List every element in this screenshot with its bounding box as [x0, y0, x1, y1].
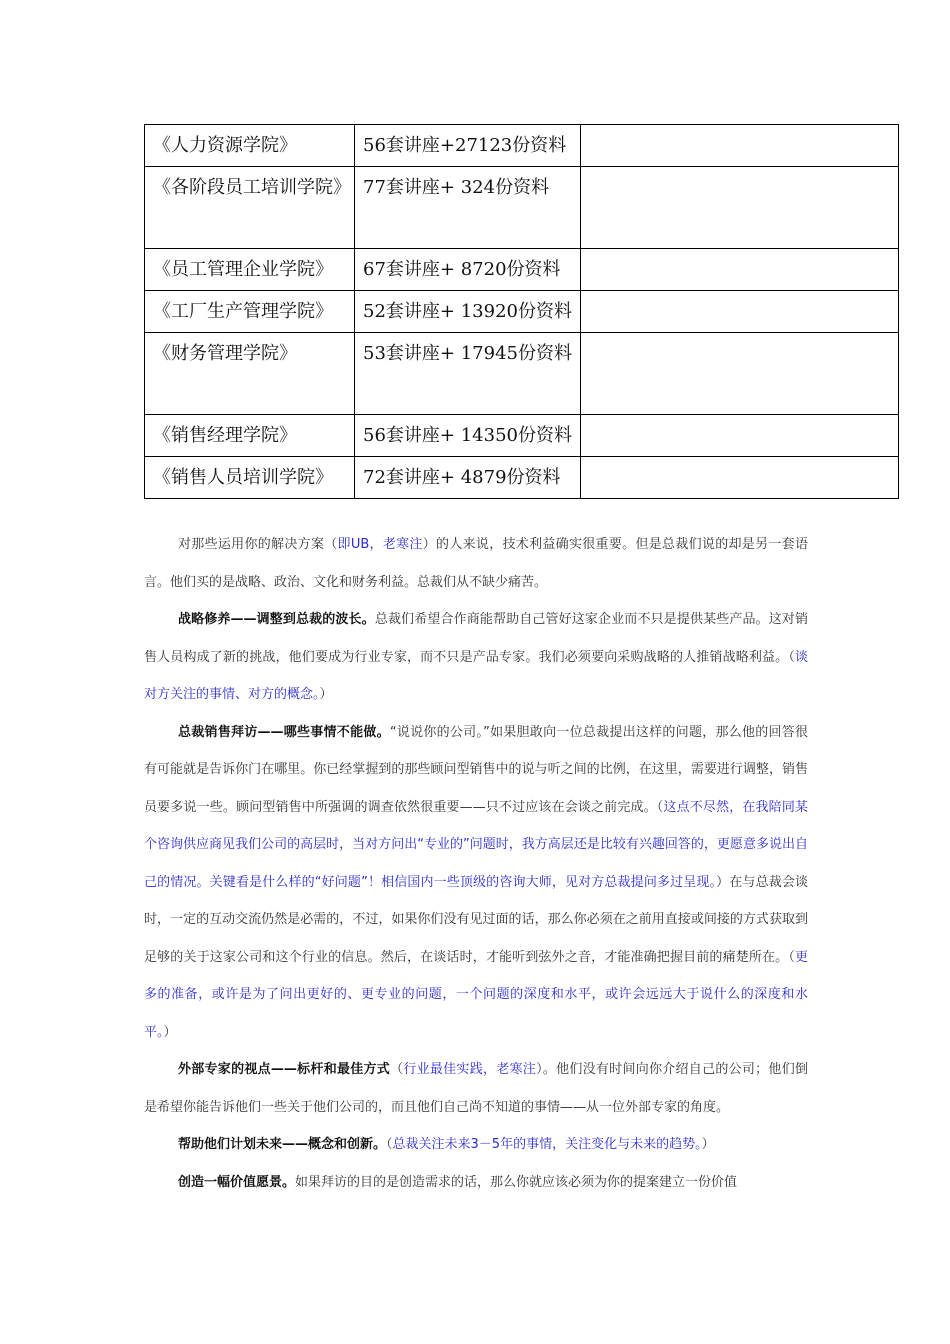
editor-note: 更多的准备，或许是为了问出更好的、更专业的问题，一个问题的深度和水平，或许会远远大于说什么的深度和水平。 — [144, 949, 808, 1040]
course-extra — [581, 415, 899, 457]
table-row — [145, 125, 899, 167]
paragraph-strategy: 战略修养——调整到总裁的波长。总裁们希望合作商能帮助自己管好这家企业而不只是提供某些产品。这对销售人员构成了新的挑战，他们要成为行业专家，而不只是产品专家。我们必须要向采购战略的人推销战略利益。（谈对方关注的事情、对方的概念。） — [144, 612, 808, 702]
course-name: 《工厂生产管理学院》 — [145, 291, 355, 333]
course-extra — [581, 457, 899, 499]
course-extra — [581, 249, 899, 291]
course-name: 《人力资源学院》 — [145, 125, 355, 167]
table-row — [145, 333, 899, 415]
table-row — [145, 415, 899, 457]
section-heading: 创造一幅价值愿景。 — [178, 1174, 296, 1190]
course-content: 52套讲座+ 13920份资料 — [355, 291, 581, 333]
course-table — [144, 124, 899, 499]
course-content: 77套讲座+ 324份资料 — [355, 167, 581, 249]
course-name: 《销售经理学院》 — [145, 415, 355, 457]
section-heading: 外部专家的视点——标杆和最佳方式 — [178, 1062, 391, 1077]
editor-note: 谈对方关注的事情、对方的概念。 — [144, 649, 808, 702]
course-extra — [581, 291, 899, 333]
course-content: 53套讲座+ 17945份资料 — [355, 333, 581, 415]
course-extra — [581, 125, 899, 167]
editor-note: 总裁关注未来3－5年的事情，关注变化与未来的趋势。 — [392, 1137, 702, 1152]
course-content: 67套讲座+ 8720份资料 — [355, 249, 581, 291]
course-name: 《财务管理学院》 — [145, 333, 355, 415]
section-heading: 战略修养——调整到总裁的波长。 — [178, 612, 375, 627]
editor-note: 这点不尽然，在我陪同某个咨询供应商见我们公司的高层时，当对方问出“专业的”问题时，我方高层还是比较有兴趣回答的，更愿意多说出自己的情况。关键看是什么样的“好问题”！相信国内一些顶级的咨询大师，见对方总裁提问多过呈现。 — [144, 799, 808, 890]
course-extra — [581, 333, 899, 415]
paragraph-expert-view: 外部专家的视点——标杆和最佳方式（行业最佳实践，老寒注）。他们没有时间向你介绍自己的公司；他们倒是希望你能告诉他们一些关于他们公司的，而且他们自己尚不知道的事情——从一位外部专家的角度。 — [144, 1062, 808, 1115]
section-heading: 总裁销售拜访——哪些事情不能做。 — [178, 724, 390, 740]
course-content: 72套讲座+ 4879份资料 — [355, 457, 581, 499]
paragraph-sales-visit: 总裁销售拜访——哪些事情不能做。“说说你的公司。”如果胆敢向一位总裁提出这样的问题，那么他的回答很有可能就是告诉你门在哪里。你已经掌握到的那些顾问型销售中的说与听之间的比例，在这里，需要进行调整，销售员要多说一些。顾问型销售中所强调的调查依然很重要——只不过应该在会谈之前完成。（这点不尽然，在我陪同某个咨询供应商见我们公司的高层时，当对方问出“专业的”问题时，我方高层还是比较有兴趣回答的，更愿意多说出自己的情况。关键看是什么样的“好问题”！相信国内一些顶级的咨询大师，见对方总裁提问多过呈现。）在与总裁会谈时，一定的互动交流仍然是必需的，不过，如果你们没有见过面的话，那么你必须在之前用直接或间接的方式获取到足够的关于这家公司和这个行业的信息。然后，在谈话时，才能听到弦外之音，才能准确把握目前的痛楚所在。（更多的准备，或许是为了问出更好的、更专业的问题，一个问题的深度和水平，或许会远远大于说什么的深度和水平。） — [144, 724, 808, 1040]
course-name: 《销售人员培训学院》 — [145, 457, 355, 499]
table-row — [145, 457, 899, 499]
course-extra — [581, 167, 899, 249]
course-content: 56套讲座+ 14350份资料 — [355, 415, 581, 457]
paragraph-plan-future: 帮助他们计划未来——概念和创新。（总裁关注未来3－5年的事情，关注变化与未来的趋势。） — [178, 1137, 715, 1152]
paragraph-value-vision: 创造一幅价值愿景。如果拜访的目的是创造需求的话，那么你就应该必须为你的提案建立一份价值 — [178, 1174, 738, 1190]
article-body — [144, 526, 808, 1201]
table-row — [145, 167, 899, 249]
table-row — [145, 291, 899, 333]
course-content: 56套讲座+27123份资料 — [355, 125, 581, 167]
section-heading: 帮助他们计划未来——概念和创新。 — [178, 1137, 387, 1152]
editor-note: 即UB，老寒注 — [337, 537, 423, 552]
editor-note: 行业最佳实践，老寒注 — [403, 1062, 537, 1077]
course-name: 《各阶段员工培训学院》 — [145, 167, 355, 249]
table-row — [145, 249, 899, 291]
paragraph-solution-benefits: 对那些运用你的解决方案（即UB，老寒注）的人来说，技术利益确实很重要。但是总裁们说的却是另一套语言。他们买的是战略、政治、文化和财务利益。总裁们从不缺少痛苦。 — [144, 537, 808, 590]
course-name: 《员工管理企业学院》 — [145, 249, 355, 291]
